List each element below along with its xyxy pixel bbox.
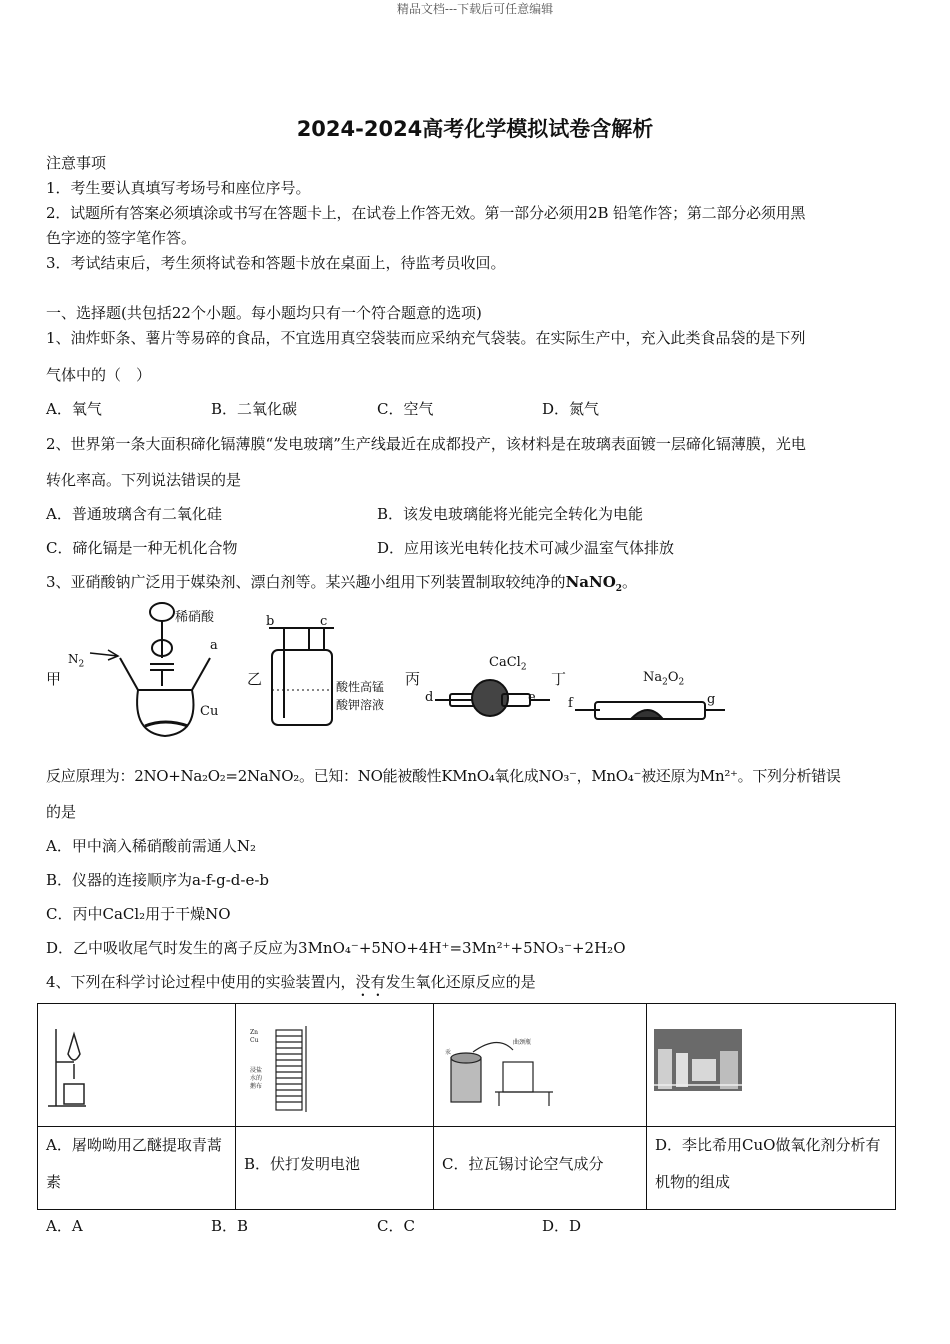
q4-stem-post: 发生氧化还原反应的是 xyxy=(385,973,536,991)
q4-option-d: D．D xyxy=(542,1217,582,1235)
q4-stem-pre: 4、下列在科学讨论过程中使用的实验装置内， xyxy=(46,973,356,991)
q4-option-a: A．A xyxy=(46,1217,83,1235)
q2-option-d: D．应用该光电转化技术可减少温室气体排放 xyxy=(377,539,675,557)
q3-stem-end: 。 xyxy=(622,573,638,591)
q2-option-b: B．该发电玻璃能将光能完全转化为电能 xyxy=(377,505,644,523)
header-note: 精品文档---下载后可任意编辑 xyxy=(396,2,554,16)
apparatus-jia-n2: $N_2$ xyxy=(68,652,85,670)
liebig-apparatus-icon xyxy=(654,1029,742,1091)
apparatus-ding-g: g xyxy=(707,692,716,707)
q4-cell-d: D．李比希用CuO做氧化剂分析有机物的组成 xyxy=(655,1136,881,1191)
lavoisier-apparatus-icon xyxy=(443,1032,563,1112)
apparatus-jia-a: a xyxy=(210,638,218,653)
svg-text:汞: 汞 xyxy=(445,1049,452,1056)
apparatus-jia-cu: Cu xyxy=(200,704,219,719)
q4-option-b: B．B xyxy=(211,1217,249,1235)
q4-option-c: C．C xyxy=(377,1217,415,1235)
q3-option-a: A．甲中滴入稀硝酸前需通人N₂ xyxy=(46,837,256,855)
q3-option-d: D．乙中吸收尾气时发生的离子反应为3MnO₄⁻+5NO+4H⁺=3Mn²⁺+5NO₃⁻+2H₂O xyxy=(46,939,626,957)
svg-text:曲颈瓶: 曲颈瓶 xyxy=(513,1039,532,1046)
q3-apparatus-figure xyxy=(40,598,730,758)
apparatus-yi-label: 乙 xyxy=(247,670,263,688)
q4-cell-a: A．屠呦呦用乙醚提取青蒿素 xyxy=(46,1136,222,1191)
q1-option-c: C．空气 xyxy=(377,400,434,418)
apparatus-jia-acid: 稀硝酸 xyxy=(175,610,215,625)
q1-option-a: A．氧气 xyxy=(46,400,102,418)
notice-item-1: 1．考生要认真填写考场号和座位序号。 xyxy=(46,179,311,197)
apparatus-yi-solution-1: 酸性高锰 xyxy=(336,680,385,694)
voltaic-pile-icon xyxy=(248,1022,318,1117)
q4-cell-c: C．拉瓦锡讨论空气成分 xyxy=(442,1155,604,1173)
svg-text:水的: 水的 xyxy=(250,1075,263,1082)
notice-item-2: 2．试题所有答案必须填涂或书写在答题卡上，在试卷上作答无效。第一部分必须用2B 铅笔作答；第二部分必须用黑 xyxy=(46,204,806,222)
q4-stem xyxy=(46,971,536,1000)
separatory-funnel-icon xyxy=(46,1024,106,1114)
q1-option-b: B．二氧化碳 xyxy=(211,400,298,418)
apparatus-yi-c: c xyxy=(320,614,328,629)
q3-stem-formula-sub: 2 xyxy=(615,584,623,594)
q2-stem-line2: 转化率高。下列说法错误的是 xyxy=(46,471,242,489)
apparatus-bing-cacl2: CaCl$_2$ xyxy=(489,655,527,673)
q1-stem-line1: 1、油炸虾条、薯片等易碎的食品，不宜选用真空袋装而应采纳充气袋装。在实际生产中，充入此类食品袋的是下列 xyxy=(46,329,806,347)
q1-stem-line2: 气体中的（ ） xyxy=(46,366,152,384)
apparatus-bing-d: d xyxy=(425,690,434,705)
apparatus-yi-solution-2: 酸钾溶液 xyxy=(336,698,385,712)
apparatus-ding-f: f xyxy=(568,696,573,711)
svg-text:鹅布: 鹅布 xyxy=(250,1083,263,1090)
apparatus-ding-na2o2: $Na_2O_2$ xyxy=(643,670,685,688)
q3-stem-text: 3、亚硝酸钠广泛用于媒染剂、漂白剂等。某兴趣小组用下列装置制取较纯净的 xyxy=(46,573,566,591)
apparatus-bing-e: e xyxy=(528,690,536,705)
q3-stem-formula: NaNO xyxy=(565,573,616,591)
q3-option-c: C．丙中CaCl₂用于干燥NO xyxy=(46,905,231,923)
page-title: 2024-2024高考化学模拟试卷含解析 xyxy=(296,117,654,141)
svg-text:浸盐: 浸盐 xyxy=(250,1067,263,1074)
apparatus-yi-b: b xyxy=(266,614,275,629)
q3-option-b: B．仪器的连接顺序为a-f-g-d-e-b xyxy=(46,871,270,889)
q2-option-a: A．普通玻璃含有二氧化硅 xyxy=(46,505,222,523)
q2-option-c: C．碲化镉是一种无机化合物 xyxy=(46,539,238,557)
q3-stem xyxy=(46,571,637,594)
q4-stem-emphasis: 没有 xyxy=(355,973,386,991)
svg-text:Cu: Cu xyxy=(250,1037,259,1044)
apparatus-bing-label: 丙 xyxy=(405,670,421,688)
section-heading: 一、选择题(共包括22个小题。每小题均只有一个符合题意的选项) xyxy=(46,304,482,322)
q4-cell-b: B．伏打发明电池 xyxy=(244,1155,361,1173)
q1-option-d: D．氮气 xyxy=(542,400,600,418)
q3-principle-line1: 反应原理为：2NO+Na₂O₂=2NaNO₂。已知：NO能被酸性KMnO₄氧化成NO₃⁻，MnO₄⁻被还原为Mn²⁺。下列分析错误 xyxy=(46,767,841,785)
notice-heading: 注意事项 xyxy=(46,154,107,172)
q4-table xyxy=(37,1003,896,1210)
q2-stem-line1: 2、世界第一条大面积碲化镉薄膜“发电玻璃”生产线最近在成都投产，该材料是在玻璃表面镀一层碲化镉薄膜，光电 xyxy=(46,435,806,453)
q3-principle-line2: 的是 xyxy=(46,803,77,821)
apparatus-ding-label: 丁 xyxy=(551,670,567,688)
notice-item-2-cont: 色字迹的签字笔作答。 xyxy=(46,229,197,247)
apparatus-jia-label: 甲 xyxy=(46,670,62,688)
notice-item-3: 3．考试结束后，考生须将试卷和答题卡放在桌面上，待监考员收回。 xyxy=(46,254,506,272)
svg-text:Zn: Zn xyxy=(250,1029,259,1036)
